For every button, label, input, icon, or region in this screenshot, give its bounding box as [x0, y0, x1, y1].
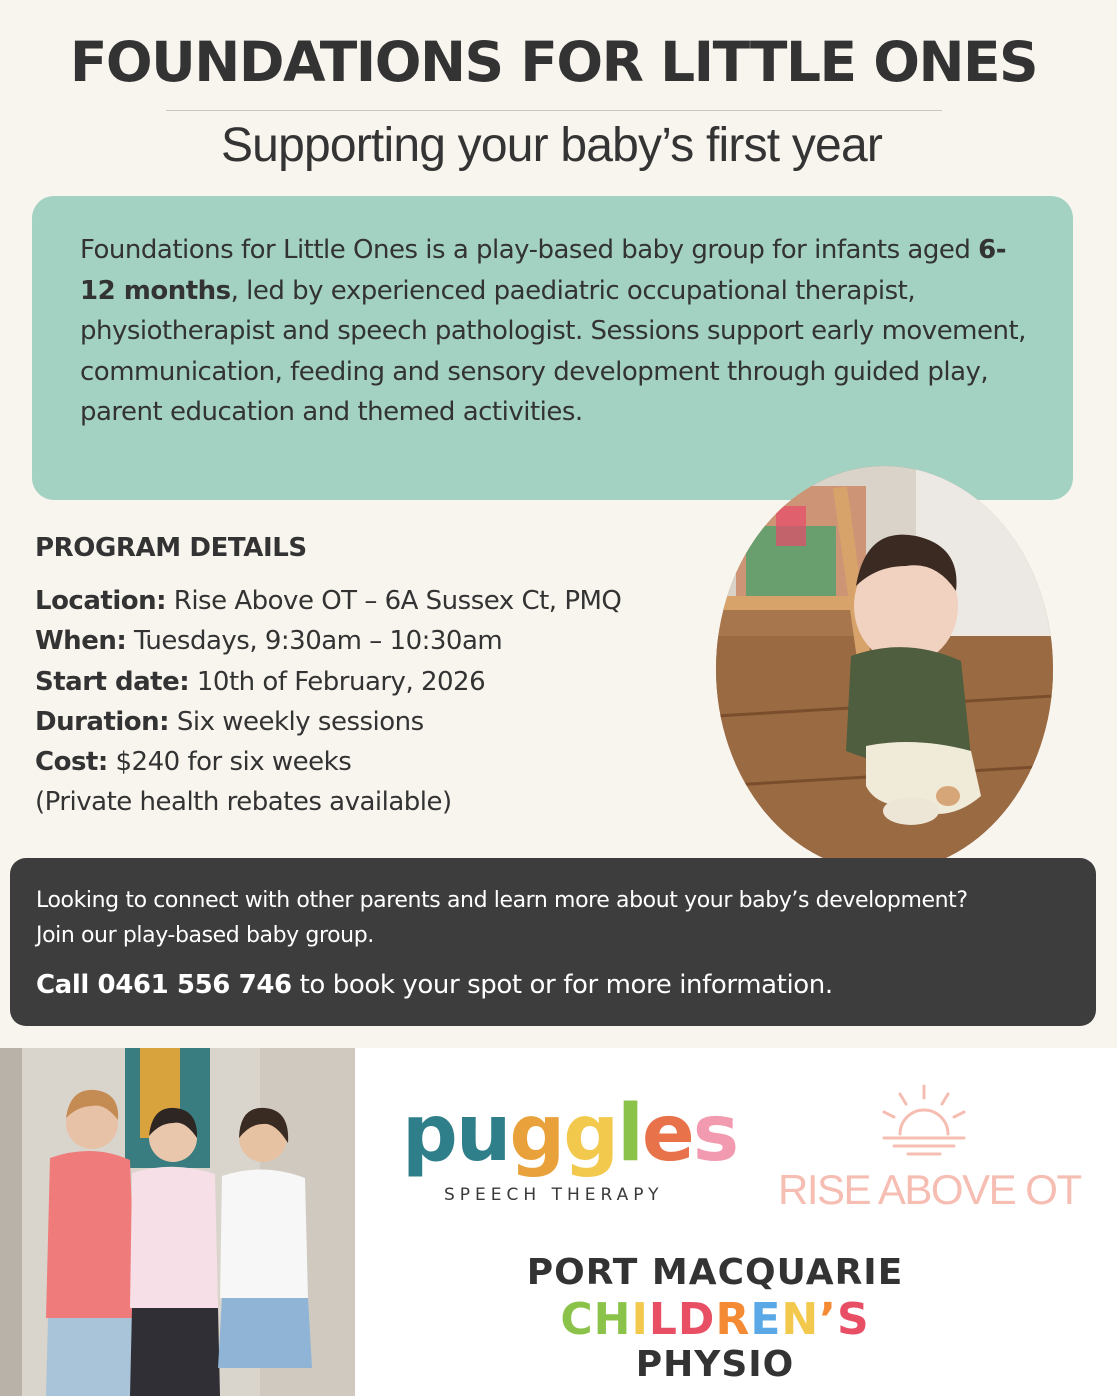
puggles-letter: p	[402, 1089, 456, 1178]
detail-value: Six weekly sessions	[176, 706, 424, 737]
puggles-logo	[398, 1088, 738, 1178]
detail-label: Location:	[35, 586, 166, 616]
sunrise-icon	[878, 1082, 970, 1156]
detail-label: Cost:	[35, 747, 108, 778]
svg-text:puggles	[402, 1089, 737, 1178]
detail-when	[35, 621, 715, 661]
page-subtitle: Supporting your baby’s first year	[220, 119, 883, 172]
detail-value: 10th of February, 2026	[196, 666, 486, 697]
childrens-letter: C	[560, 1294, 594, 1345]
team-photo-illustration	[0, 1048, 355, 1396]
cta-line-2: Join our play-based baby group.	[36, 923, 374, 948]
pmcp-line-3: PHYSIO	[635, 1344, 795, 1385]
puggles-letter: l	[617, 1089, 642, 1178]
baby-photo-illustration	[716, 466, 1053, 872]
detail-duration	[35, 702, 715, 742]
childrens-letter: R	[715, 1294, 751, 1345]
childrens-letter: H	[593, 1294, 632, 1345]
page-title: FOUNDATIONS FOR LITTLE ONES	[69, 30, 1038, 94]
rise-above-ot-logo-text: RISE ABOVE OT	[778, 1166, 1081, 1213]
detail-label: Start date:	[35, 666, 190, 697]
intro-text-start: Foundations for Little Ones is a play-based baby group for infants aged	[80, 235, 979, 265]
program-details-heading: PROGRAM DETAILS	[35, 533, 307, 563]
childrens-letter: L	[648, 1294, 678, 1345]
childrens-letter: D	[677, 1294, 716, 1345]
puggles-letter: g	[563, 1089, 618, 1178]
detail-label: Duration:	[35, 706, 170, 737]
baby-photo	[716, 466, 1053, 872]
detail-location	[35, 581, 715, 621]
program-details	[35, 533, 715, 823]
title-divider	[166, 110, 942, 111]
puggles-letter: g	[509, 1089, 564, 1178]
cta-call	[36, 970, 1070, 1000]
childrens-letter: N	[781, 1294, 820, 1345]
childrens-letter: I	[631, 1294, 649, 1345]
detail-value: Rise Above OT – 6A Sussex Ct, PMQ	[173, 586, 622, 616]
childrens-letter: ’	[819, 1294, 837, 1345]
detail-start-date	[35, 662, 715, 702]
childrens-letter: E	[750, 1294, 782, 1345]
pmcp-line-2	[500, 1294, 930, 1345]
detail-value: $240 for six weeks	[115, 747, 352, 778]
detail-value: Tuesdays, 9:30am – 10:30am	[134, 626, 503, 657]
childrens-letter: S	[836, 1294, 870, 1345]
cta-call-rest: to book your spot or for more information.	[291, 970, 833, 1000]
cta-message	[36, 883, 1070, 953]
cta-line-1: Looking to connect with other parents and learn more about your baby’s development?	[36, 888, 968, 913]
team-photo	[0, 1048, 355, 1396]
cta-phone: Call 0461 556 746	[36, 970, 292, 1000]
puggles-letter: e	[641, 1089, 693, 1178]
detail-rebate-note: (Private health rebates available)	[35, 787, 452, 818]
intro-text-end: , led by experienced paediatric occupational therapist, physiotherapist and speech pathologist. Sessions support early movement, communication, feeding and sensory development through guided play, parent education and themed activities.	[80, 275, 1026, 427]
call-to-action-box	[10, 858, 1096, 1026]
intro-text	[80, 230, 1033, 433]
puggles-letter: s	[692, 1089, 738, 1178]
pmcp-line-1: PORT MACQUARIE	[526, 1252, 904, 1293]
intro-age-range: 6-12 months	[80, 235, 1006, 306]
detail-label: When:	[35, 626, 127, 657]
puggles-subtitle: SPEECH THERAPY	[444, 1185, 664, 1205]
puggles-letter: u	[455, 1089, 510, 1178]
intro-box	[32, 196, 1073, 500]
detail-cost	[35, 742, 715, 782]
